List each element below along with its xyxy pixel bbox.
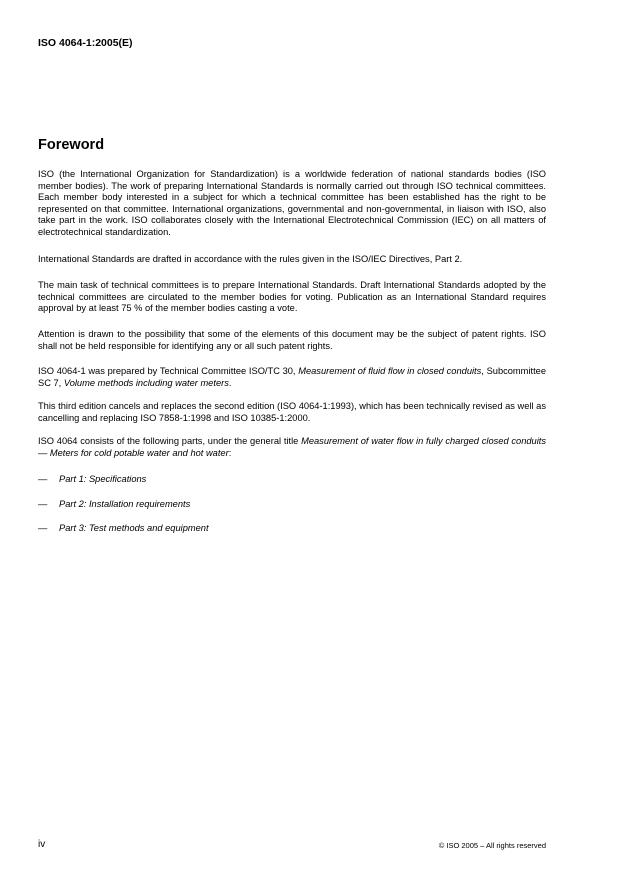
text-run: , Subcommittee SC 7, [38, 366, 546, 388]
subcommittee-title: Volume methods including water meters [63, 377, 229, 388]
copyright-notice: © ISO 2005 – All rights reserved [438, 841, 546, 850]
list-item-part-3 [38, 523, 209, 535]
document-identifier: ISO 4064-1:2005(E) [38, 37, 133, 49]
paragraph-drafting-rules: International Standards are drafted in accordance with the rules given in the ISO/IEC Directives, Part 2. [38, 254, 463, 264]
general-title: Measurement of water flow in fully charged closed conduits — Meters for cold potable water and hot water [38, 436, 547, 458]
list-item-label: Part 2: Installation requirements [59, 499, 191, 509]
list-dash: — [38, 523, 48, 533]
list-item-part-2 [38, 499, 190, 511]
list-item-label: Part 1: Specifications [59, 474, 147, 484]
list-dash: — [38, 474, 48, 484]
paragraph-patent-notice: Attention is drawn to the possibility that some of the elements of this document may be the subject of patent rights. ISO shall not be held responsible for identifying any or all such patent rights. [38, 329, 546, 351]
paragraph-committee-task: The main task of technical committees is to prepare International Standards. Draft International Standards adopted by the technical committees are circulated to the member bodies for voting. Publication as an International Standard requires approval by at least 75 % of the member bodies casting a vote. [38, 280, 546, 314]
section-title: Foreword [38, 137, 105, 153]
paragraph-parts-intro [38, 436, 546, 459]
text-run: . [228, 377, 232, 388]
list-dash: — [38, 499, 48, 509]
paragraph-prepared-by [38, 366, 546, 389]
text-run: ISO 4064-1 was prepared by Technical Committee ISO/TC 30, [38, 366, 299, 376]
text-run: : [228, 447, 232, 458]
paragraph-iso-intro: ISO (the International Organization for Standardization) is a worldwide federation of national standards bodies (ISO member bodies). The work of preparing International Standards is normally carried out through ISO technical committees. Each member body interested in a subject for which a technical committee has been established has the right to be represented on that committee. International organizations, governmental and non-governmental, in liaison with ISO, also take part in the work. ISO collaborates closely with the International Electrotechnical Commission (IEC) on all matters of electrotechnical standardization. [38, 169, 546, 237]
committee-title: Measurement of fluid flow in closed conduits [298, 366, 482, 376]
page-number: iv [38, 839, 46, 850]
paragraph-edition: This third edition cancels and replaces the second edition (ISO 4064-1:1993), which has been technically revised as well as cancelling and replacing ISO 7858-1:1998 and ISO 10385-1:2000. [38, 401, 546, 423]
list-item-part-1 [38, 474, 146, 486]
list-item-label: Part 3: Test methods and equipment [59, 523, 209, 533]
text-run: ISO 4064 consists of the following parts, under the general title [38, 436, 302, 446]
